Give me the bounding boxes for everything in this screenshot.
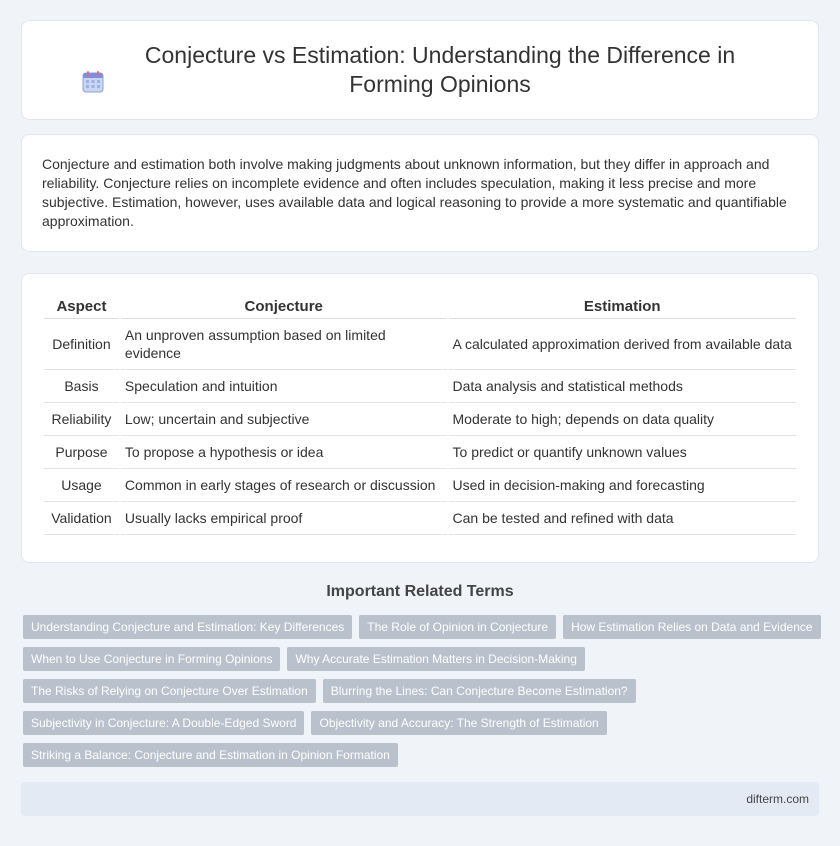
table-header-row [44, 294, 796, 319]
header-conjecture: Conjecture [121, 294, 447, 319]
conjecture-cell: Common in early stages of research or discussion [121, 469, 447, 502]
related-term-link[interactable]: When to Use Conjecture in Forming Opinions [23, 647, 280, 671]
title-card [21, 20, 819, 120]
estimation-cell: Can be tested and refined with data [449, 502, 796, 535]
table-row [44, 370, 796, 403]
related-term-link[interactable]: Understanding Conjecture and Estimation: Key Differences [23, 615, 352, 639]
table-row [44, 436, 796, 469]
aspect-cell: Definition [44, 319, 119, 370]
tag-row [23, 615, 823, 639]
tag-row [23, 647, 823, 671]
related-term-link[interactable]: Blurring the Lines: Can Conjecture Become Estimation? [323, 679, 636, 703]
page-title: Conjecture vs Estimation: Understanding the Difference in Forming Opinions [144, 42, 736, 97]
tag-row [23, 679, 823, 703]
related-term-link[interactable]: How Estimation Relies on Data and Evidence [563, 615, 820, 639]
calendar-icon [80, 69, 106, 95]
related-terms-title: Important Related Terms [326, 583, 514, 600]
table-row [44, 403, 796, 436]
header-aspect: Aspect [44, 294, 119, 319]
title-wrap [70, 41, 770, 99]
related-term-link[interactable]: The Risks of Relying on Conjecture Over Estimation [23, 679, 316, 703]
related-term-link[interactable]: Subjectivity in Conjecture: A Double-Edged Sword [23, 711, 304, 735]
estimation-cell: A calculated approximation derived from available data [449, 319, 796, 370]
conjecture-cell: Low; uncertain and subjective [121, 403, 447, 436]
related-term-link[interactable]: Why Accurate Estimation Matters in Decision-Making [287, 647, 584, 671]
related-term-link[interactable]: Objectivity and Accuracy: The Strength of Estimation [311, 711, 606, 735]
aspect-cell: Purpose [44, 436, 119, 469]
related-terms-list [23, 615, 823, 775]
tag-row [23, 711, 823, 735]
related-term-link[interactable]: Striking a Balance: Conjecture and Estimation in Opinion Formation [23, 743, 398, 767]
tag-row [23, 743, 823, 767]
comparison-table [42, 294, 798, 535]
comparison-table-card [21, 273, 819, 563]
related-term-link[interactable]: The Role of Opinion in Conjecture [359, 615, 556, 639]
estimation-cell: To predict or quantify unknown values [449, 436, 796, 469]
table-row [44, 319, 796, 370]
header-estimation: Estimation [449, 294, 796, 319]
table-row [44, 469, 796, 502]
aspect-cell: Reliability [44, 403, 119, 436]
estimation-cell: Moderate to high; depends on data quality [449, 403, 796, 436]
aspect-cell: Validation [44, 502, 119, 535]
conjecture-cell: Speculation and intuition [121, 370, 447, 403]
aspect-cell: Basis [44, 370, 119, 403]
conjecture-cell: Usually lacks empirical proof [121, 502, 447, 535]
conjecture-cell: To propose a hypothesis or idea [121, 436, 447, 469]
intro-text: Conjecture and estimation both involve making judgments about unknown information, but they differ in approach and reliability. Conjecture relies on incomplete evidence and often includes speculation, making it less precise and more subjective. Estimation, however, uses available data and logical reasoning to provide a more systematic and quantifiable approximation. [42, 156, 787, 229]
aspect-cell: Usage [44, 469, 119, 502]
footer [21, 782, 819, 816]
estimation-cell: Data analysis and statistical methods [449, 370, 796, 403]
site-name[interactable]: difterm.com [746, 792, 809, 806]
table-row [44, 502, 796, 535]
intro-card [21, 134, 819, 252]
estimation-cell: Used in decision-making and forecasting [449, 469, 796, 502]
conjecture-cell: An unproven assumption based on limited evidence [121, 319, 447, 370]
